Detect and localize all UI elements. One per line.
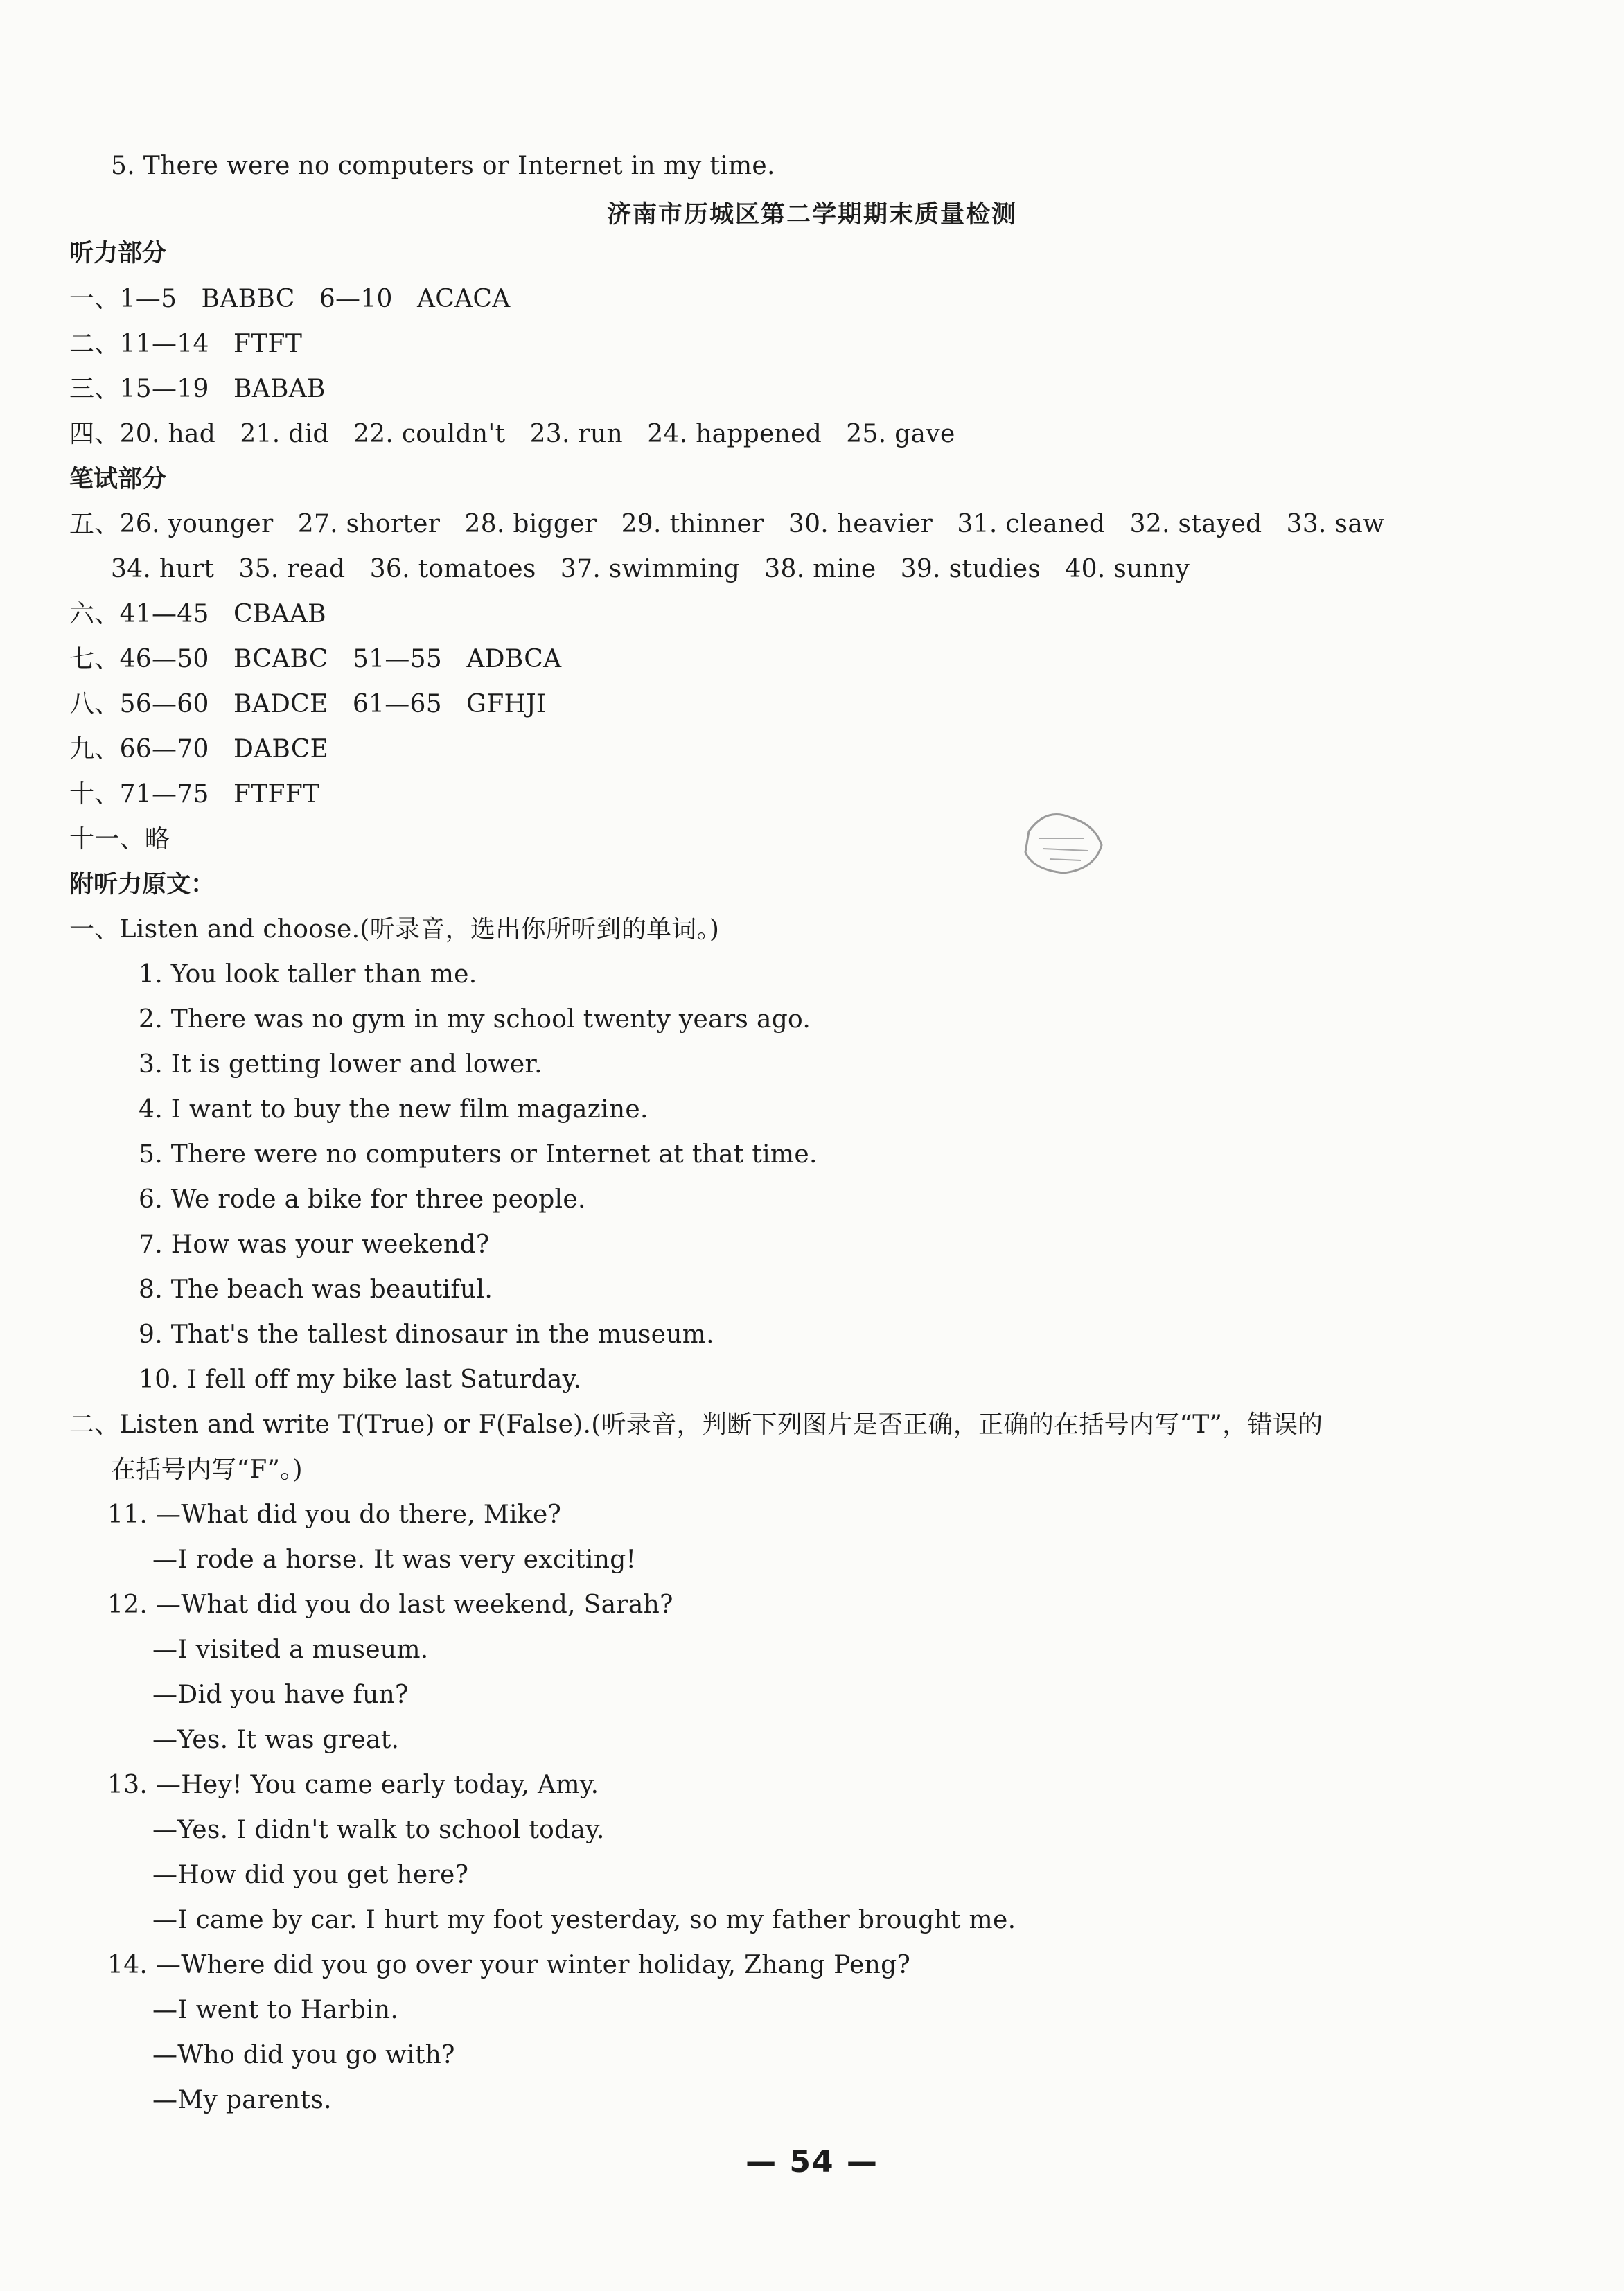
dialogue-line: 12. —What did you do last weekend, Sarah?	[107, 1591, 673, 1619]
dialogue-line: 14. —Where did you go over your winter holiday, Zhang Peng?	[107, 1951, 911, 1979]
dialogue-line: —How did you get here?	[152, 1861, 469, 1889]
section1-item-9: 9. That's the tallest dinosaur in the museum.	[139, 1320, 714, 1349]
section2-title-line1: 二、Listen and write T(True) or F(False).(听录音，判断下列图片是否正确，正确的在括号内写“T”，错误的	[69, 1410, 1323, 1439]
listening-heading: 听力部分	[69, 240, 167, 267]
listening-answer-1: 一、1—5 BABBC 6—10 ACACA	[69, 285, 511, 313]
section1-item-5: 5. There were no computers or Internet at that time.	[139, 1140, 818, 1169]
listening-answer-4: 四、20. had 21. did 22. couldn't 23. run 24. happened 25. gave	[69, 420, 955, 448]
dialogue-line: —Yes. I didn't walk to school today.	[152, 1816, 605, 1844]
section1-item-10: 10. I fell off my bike last Saturday.	[139, 1365, 582, 1394]
section1-item-2: 2. There was no gym in my school twenty years ago.	[139, 1005, 811, 1034]
written-answer-4: 七、46—50 BCABC 51—55 ADBCA	[69, 645, 562, 673]
written-answer-1: 五、26. younger 27. shorter 28. bigger 29. thinner 30. heavier 31. cleaned 32. stayed 33. saw	[69, 510, 1385, 538]
dialogue-line: —Who did you go with?	[152, 2041, 455, 2069]
dialogue-line: —I came by car. I hurt my foot yesterday, so my father brought me.	[152, 1906, 1016, 1934]
section1-item-7: 7. How was your weekend?	[139, 1230, 490, 1259]
written-answer-6: 九、66—70 DABCE	[69, 735, 329, 763]
dialogue-line: —I went to Harbin.	[152, 1996, 399, 2024]
page-number: — 54 —	[745, 2144, 879, 2179]
stamp-icon	[1018, 804, 1109, 880]
dialogue-line: —I visited a museum.	[152, 1636, 429, 1664]
written-answer-2: 34. hurt 35. read 36. tomatoes 37. swimming 38. mine 39. studies 40. sunny	[111, 555, 1190, 583]
section1-item-1: 1. You look taller than me.	[139, 960, 477, 989]
section1-item-8: 8. The beach was beautiful.	[139, 1275, 493, 1304]
page-title: 济南市历城区第二学期期末质量检测	[606, 201, 1017, 229]
written-answer-7: 十、71—75 FTFFT	[69, 780, 320, 808]
section2-title-line2: 在括号内写“F”。)	[111, 1456, 303, 1484]
listening-answer-2: 二、11—14 FTFT	[69, 330, 303, 358]
dialogue-line: 13. —Hey! You came early today, Amy.	[107, 1771, 599, 1799]
written-answer-3: 六、41—45 CBAAB	[69, 600, 326, 628]
dialogue-line: —Did you have fun?	[152, 1681, 409, 1709]
dialogue-line: 11. —What did you do there, Mike?	[107, 1501, 562, 1529]
top-line: 5. There were no computers or Internet in my time.	[111, 152, 775, 180]
written-answer-8: 十一、略	[69, 825, 170, 853]
listening-answer-3: 三、15—19 BABAB	[69, 375, 326, 403]
section1-title: 一、Listen and choose.(听录音，选出你所听到的单词。)	[69, 915, 720, 944]
dialogue-line: —I rode a horse. It was very exciting!	[152, 1546, 637, 1574]
dialogue-line: —Yes. It was great.	[152, 1726, 400, 1754]
script-heading: 附听力原文：	[69, 871, 215, 899]
written-answer-5: 八、56—60 BADCE 61—65 GFHJI	[69, 690, 547, 718]
dialogue-line: —My parents.	[152, 2086, 332, 2114]
section1-item-4: 4. I want to buy the new film magazine.	[139, 1095, 648, 1124]
section1-item-6: 6. We rode a bike for three people.	[139, 1185, 586, 1214]
section1-item-3: 3. It is getting lower and lower.	[139, 1050, 542, 1079]
written-heading: 笔试部分	[69, 466, 167, 493]
